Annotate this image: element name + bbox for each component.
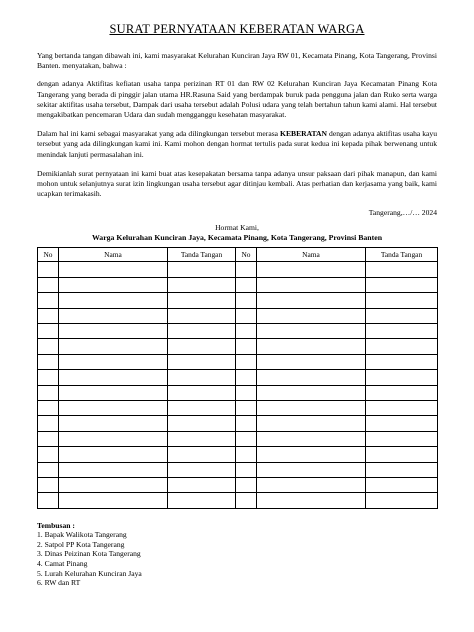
signature-cell <box>366 293 438 308</box>
signature-cell <box>168 462 236 477</box>
signature-cell <box>38 277 59 292</box>
signature-cell <box>168 400 236 415</box>
signature-cell <box>59 400 168 415</box>
signature-cell <box>38 400 59 415</box>
signature-cell <box>38 447 59 462</box>
signature-cell <box>366 400 438 415</box>
signature-cell <box>366 370 438 385</box>
signature-cell <box>168 477 236 492</box>
signature-cell <box>257 462 366 477</box>
signature-cell <box>257 385 366 400</box>
signature-cell <box>366 431 438 446</box>
signature-table-row <box>38 385 438 400</box>
signature-cell <box>236 324 257 339</box>
signature-cell <box>59 354 168 369</box>
signature-cell <box>257 262 366 277</box>
signature-cell <box>59 262 168 277</box>
paragraph-2-text-before: Dalam hal ini kami sebagai masyarakat yang ada dilingkungan tersebut merasa <box>37 129 281 139</box>
signature-table-row <box>38 354 438 369</box>
signature-cell <box>168 354 236 369</box>
signature-cell <box>59 493 168 508</box>
signature-cell <box>236 293 257 308</box>
closing-paragraph: Demikianlah surat pernyataan ini kami buat atas kesepakatan bersama tanpa adanya unsur paksaan dari pihak manapun, dan kami mohon untuk selanjutnya surat izin lingkungan usaha tersebut agar ditinjau kembali. Atas perhatian dan kerjasama yang baik, kami ucapkan terimakasih. <box>37 168 437 199</box>
signature-cell <box>366 477 438 492</box>
signature-cell <box>59 385 168 400</box>
signature-cell <box>168 493 236 508</box>
signature-cell <box>366 339 438 354</box>
signature-cell <box>257 293 366 308</box>
signature-cell <box>168 385 236 400</box>
signature-table-row <box>38 431 438 446</box>
signature-cell <box>59 324 168 339</box>
tembusan-item: 6. RW dan RT <box>37 578 81 588</box>
signature-table-row <box>38 493 438 508</box>
signature-cell <box>366 324 438 339</box>
signature-cell <box>59 431 168 446</box>
signature-cell <box>366 354 438 369</box>
tembusan-item: 2. Satpol PP Kota Tangerang <box>37 539 125 549</box>
signature-cell <box>59 293 168 308</box>
signature-cell <box>257 493 366 508</box>
signature-cell <box>236 339 257 354</box>
signature-cell <box>38 385 59 400</box>
place-date: Tangerang,…/… 2024 <box>368 208 437 218</box>
signature-cell <box>366 277 438 292</box>
signature-cell <box>366 416 438 431</box>
signature-cell <box>168 324 236 339</box>
signature-table-row <box>38 262 438 277</box>
signature-table-row <box>38 416 438 431</box>
signature-cell <box>257 431 366 446</box>
signature-cell <box>236 277 257 292</box>
signature-cell <box>366 308 438 323</box>
statement-paragraph-1: dengan adanya Aktifitas kefiatan usaha tanpa perizinan RT 01 dan RW 02 Kelurahan Kunciran Jaya Kecamatan Pinang Kota Tangerang yang berada di pinggir jalan utama HR.Rasuna Said yang berdampak buruk pada pengguna jalan dan Ruko serta warga sekitar aktifitas usaha tersebut, Dampak dari usaha tersebut adalah Polusi udara yang telah bertahun tahun kami alami. Hal tersebut mengakibatkan pencemaran Udara dan sudah mengganggu kesehatan masyarakat. <box>37 79 437 120</box>
signature-cell <box>257 477 366 492</box>
signature-cell <box>257 416 366 431</box>
signature-table-row <box>38 462 438 477</box>
signature-table-row <box>38 477 438 492</box>
signature-cell <box>257 308 366 323</box>
signature-cell <box>59 339 168 354</box>
signature-cell <box>236 370 257 385</box>
signature-cell <box>257 447 366 462</box>
header-nama-right: Nama <box>257 248 366 262</box>
tembusan-list <box>37 530 437 588</box>
signature-table-header <box>38 248 438 262</box>
signature-cell <box>236 308 257 323</box>
signature-cell <box>257 400 366 415</box>
signature-cell <box>38 293 59 308</box>
tembusan-item: 5. Lurah Kelurahan Kunciran Jaya <box>37 568 142 578</box>
header-no-left: No <box>38 248 59 262</box>
signature-cell <box>257 370 366 385</box>
signature-cell <box>236 447 257 462</box>
header-tanda-tangan-left: Tanda Tangan <box>168 248 236 262</box>
signature-cell <box>38 370 59 385</box>
signature-cell <box>168 431 236 446</box>
signature-table <box>37 247 438 508</box>
signature-cell <box>168 308 236 323</box>
signature-cell <box>38 339 59 354</box>
signature-cell <box>366 385 438 400</box>
intro-paragraph: Yang bertanda tangan dibawah ini, kami masyarakat Kelurahan Kunciran Jaya RW 01, Kecamata Pinang, Kota Tangerang, Provinsi Banten. menyatakan, bahwa : <box>37 51 437 71</box>
signature-cell <box>168 339 236 354</box>
signature-cell <box>168 447 236 462</box>
signature-cell <box>59 370 168 385</box>
signature-cell <box>236 462 257 477</box>
signature-cell <box>366 493 438 508</box>
tembusan-item: 1. Bapak Walikota Tangerang <box>37 530 127 540</box>
document-title: SURAT PERNYATAAN KEBERATAN WARGA <box>109 22 365 36</box>
signature-table-row <box>38 339 438 354</box>
signature-table-row <box>38 293 438 308</box>
signature-table-row <box>38 370 438 385</box>
signature-cell <box>38 324 59 339</box>
signature-cell <box>236 431 257 446</box>
tembusan-item: 4. Camat Pinang <box>37 559 88 569</box>
signature-cell <box>59 416 168 431</box>
tembusan-heading: Tembusan : <box>37 520 75 530</box>
signature-cell <box>236 354 257 369</box>
closing-salutation: Hormat Kami, <box>215 223 259 233</box>
signature-cell <box>257 354 366 369</box>
signature-cell <box>59 447 168 462</box>
signature-cell <box>257 339 366 354</box>
signature-cell <box>59 308 168 323</box>
signature-cell <box>38 262 59 277</box>
signature-cell <box>236 385 257 400</box>
signature-table-row <box>38 277 438 292</box>
header-nama-left: Nama <box>59 248 168 262</box>
signature-table-row <box>38 308 438 323</box>
signature-cell <box>38 493 59 508</box>
signature-cell <box>257 324 366 339</box>
signature-cell <box>59 462 168 477</box>
signature-cell <box>257 277 366 292</box>
tembusan-section <box>37 521 437 588</box>
signature-table-row <box>38 400 438 415</box>
header-tanda-tangan-right: Tanda Tangan <box>366 248 438 262</box>
signature-cell <box>168 277 236 292</box>
signature-cell <box>168 293 236 308</box>
statement-paragraph-2 <box>37 129 437 160</box>
signature-table-row <box>38 447 438 462</box>
signature-cell <box>38 354 59 369</box>
keberatan-emphasis: KEBERATAN <box>280 129 328 139</box>
signature-cell <box>236 400 257 415</box>
signature-cell <box>38 462 59 477</box>
signature-cell <box>236 262 257 277</box>
signature-table-row <box>38 324 438 339</box>
signature-cell <box>38 308 59 323</box>
signatory-group: Warga Kelurahan Kunciran Jaya, Kecamata Pinang, Kota Tangerang, Provinsi Banten <box>91 233 383 243</box>
signature-cell <box>236 493 257 508</box>
tembusan-item: 3. Dinas Peizinan Kota Tangerang <box>37 549 141 559</box>
signature-cell <box>366 447 438 462</box>
signature-cell <box>366 262 438 277</box>
paragraph-2-text-after: dengan adanya aktifitas usaha kayu tersebut yang ada dilingkungan kami ini. Kami mohon dengan hormat tertulis pada surat kedua ini kepada pihak berwenang untuk menindak lanjuti permasalahan ini. <box>37 129 437 159</box>
signature-cell <box>38 431 59 446</box>
signature-cell <box>168 370 236 385</box>
signature-cell <box>236 416 257 431</box>
signature-cell <box>168 416 236 431</box>
signature-cell <box>366 462 438 477</box>
signature-cell <box>59 477 168 492</box>
signature-cell <box>59 277 168 292</box>
signature-cell <box>168 262 236 277</box>
signature-cell <box>38 477 59 492</box>
signature-cell <box>38 416 59 431</box>
signature-cell <box>236 477 257 492</box>
header-no-right: No <box>236 248 257 262</box>
